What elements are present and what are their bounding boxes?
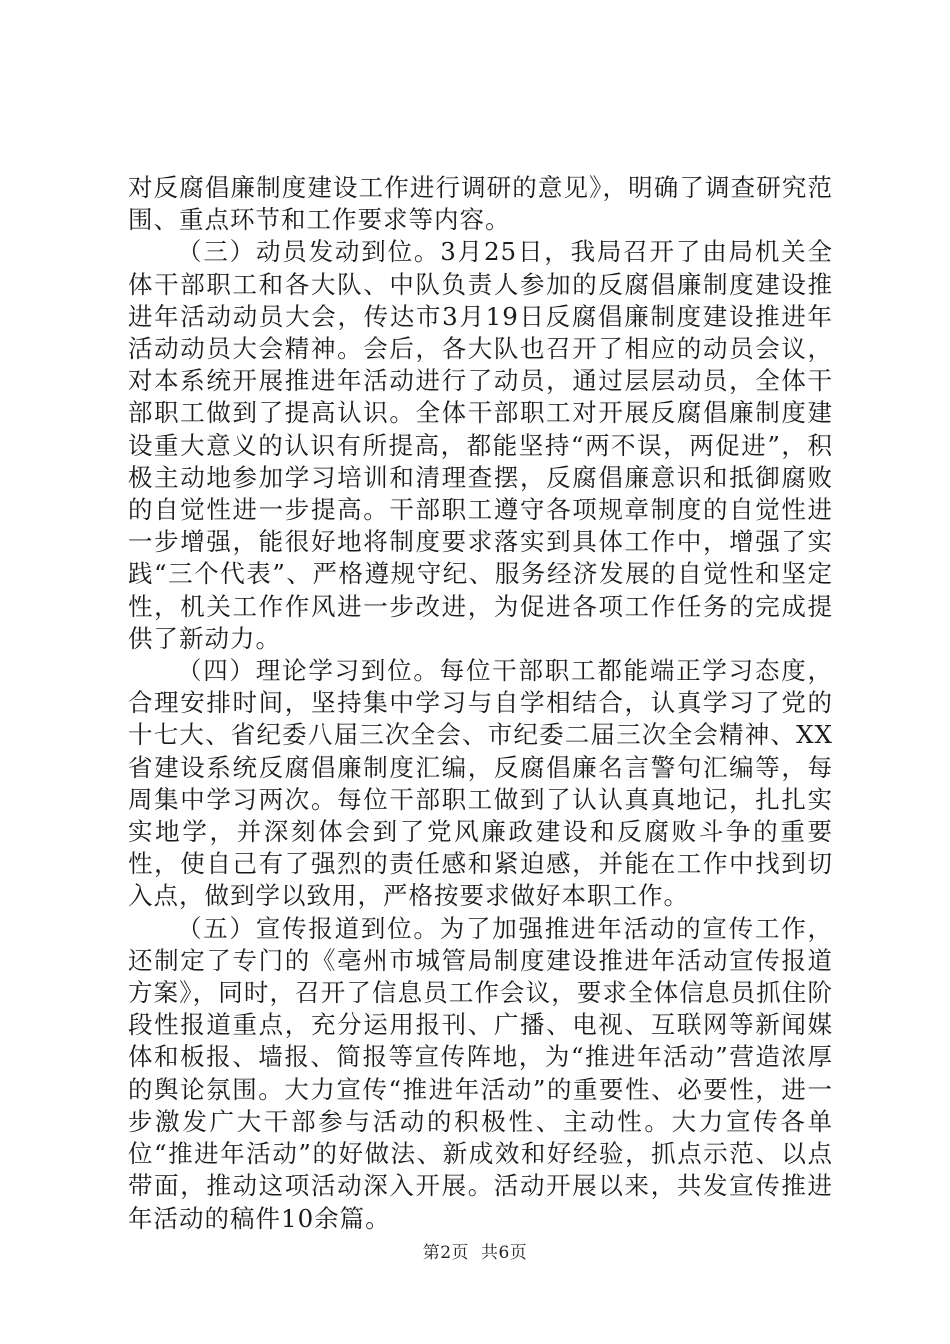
paragraph-1: 对反腐倡廉制度建设工作进行调研的意见》，明确了调查研究范围、重点环节和工作要求等内容。 xyxy=(128,173,833,235)
document-body xyxy=(128,172,833,1235)
page-total: 共6页 xyxy=(480,1243,528,1263)
page-footer xyxy=(0,1238,950,1263)
paragraph-2: （三）动员发动到位。3月25日，我局召开了由局机关全体干部职工和各大队、中队负责人参加的反腐倡廉制度建设推进年活动动员大会，传达市3月19日反腐倡廉制度建设推进年活动动员大会精神。会后，各大队也召开了相应的动员会议，对本系统开展推进年活动进行了动员，通过层层动员，全体干部职工做到了提高认识。全体干部职工对开展反腐倡廉制度建设重大意义的认识有所提高，都能坚持“两不误，两促进”，积极主动地参加学习培训和清理查摆，反腐倡廉意识和抵御腐败的自觉性进一步提高。干部职工遵守各项规章制度的自觉性进一步增强，能很好地将制度要求落实到具体工作中，增强了实践“三个代表”、严格遵规守纪、服务经济发展的自觉性和坚定性，机关工作作风进一步改进，为促进各项工作任务的完成提供了新动力。 xyxy=(128,237,833,653)
paragraph-4: （五）宣传报道到位。为了加强推进年活动的宣传工作，还制定了专门的《亳州市城管局制度建设推进年活动宣传报道方案》，同时，召开了信息员工作会议，要求全体信息员抓住阶段性报道重点，充分运用报刊、广播、电视、互联网等新闻媒体和板报、墙报、简报等宣传阵地，为“推进年活动”营造浓厚的舆论氛围。大力宣传“推进年活动”的重要性、必要性，进一步激发广大干部参与活动的积极性、主动性。大力宣传各单位“推进年活动”的好做法、新成效和好经验，抓点示范、以点带面，推动这项活动深入开展。活动开展以来，共发宣传推进年活动的稿件10余篇。 xyxy=(128,913,833,1233)
paragraph-3: （四）理论学习到位。每位干部职工都能端正学习态度，合理安排时间，坚持集中学习与自学相结合，认真学习了党的十七大、省纪委八届三次全会、市纪委二届三次全会精神、XX省建设系统反腐倡廉制度汇编，反腐倡廉名言警句汇编等，每周集中学习两次。每位干部职工做到了认认真真地记，扎扎实实地学，并深刻体会到了党风廉政建设和反腐败斗争的重要性，使自己有了强烈的责任感和紧迫感，并能在工作中找到切入点，做到学以致用，严格按要求做好本职工作。 xyxy=(128,656,833,911)
page-number: 第2页 xyxy=(422,1243,470,1263)
